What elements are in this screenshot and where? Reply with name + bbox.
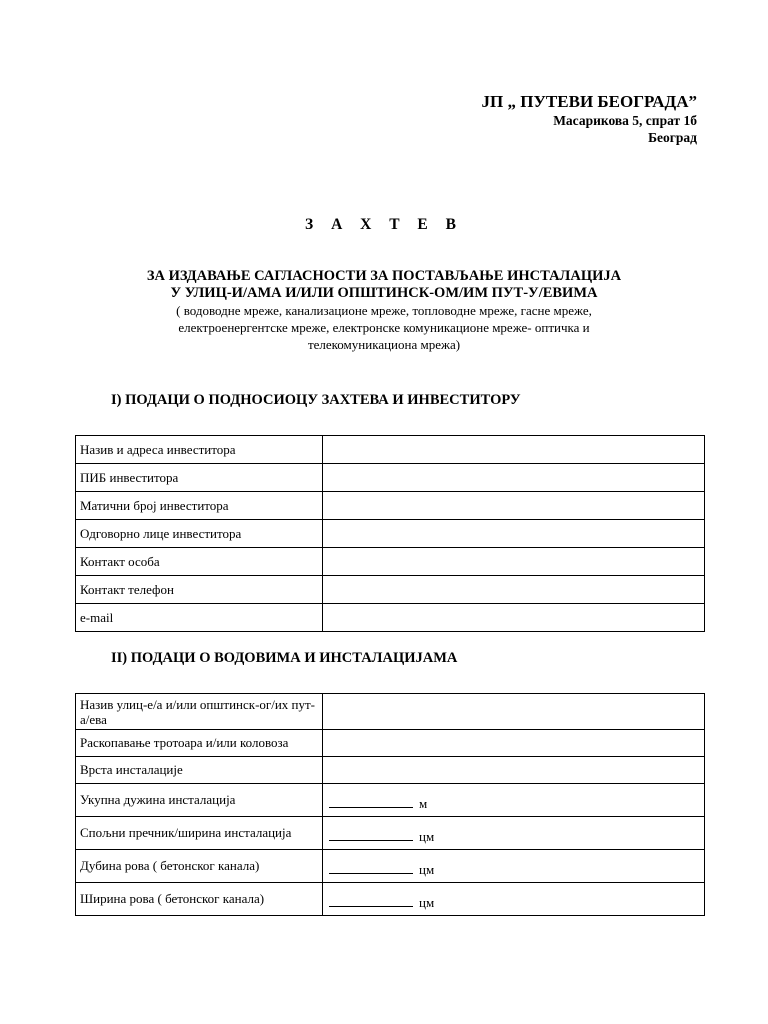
subtitle-line-1: ЗА ИЗДАВАЊЕ САГЛАСНОСТИ ЗА ПОСТАВЉАЊЕ ИНСТАЛАЦИЈА — [146, 268, 622, 284]
email-field[interactable] — [323, 604, 705, 632]
installation-type-field[interactable] — [323, 757, 705, 784]
section-1-heading: I) ПОДАЦИ О ПОДНОСИОЦУ ЗАХТЕВА И ИНВЕСТИТОРУ — [111, 392, 521, 408]
document-subtitle — [0, 268, 768, 353]
table-row — [76, 730, 705, 757]
table-row — [76, 604, 705, 632]
row-label: e-mail — [76, 604, 323, 632]
fill-in-line[interactable] — [329, 828, 413, 841]
unit-label: цм — [419, 828, 435, 844]
row-label: Укупна дужина инсталација — [76, 784, 323, 817]
investor-data-table — [75, 435, 705, 632]
row-label: Раскопавање тротоара и/или коловоза — [76, 730, 323, 757]
investor-pib-field[interactable] — [323, 464, 705, 492]
unit-label: м — [419, 795, 428, 811]
street-road-name-field[interactable] — [323, 694, 705, 730]
row-label: Контакт телефон — [76, 576, 323, 604]
unit-label: цм — [419, 861, 435, 877]
table-row — [76, 850, 705, 883]
row-label: Одговорно лице инвеститора — [76, 520, 323, 548]
row-label: Матични број инвеститора — [76, 492, 323, 520]
subtitle-note-2: електроенергентске мреже, електронске комуникационе мреже- оптичка и — [178, 320, 590, 335]
subtitle-line-2: У УЛИЦ-И/АМА И/ИЛИ ОПШТИНСК-ОМ/ИМ ПУТ-У/ЕВИМА — [170, 285, 598, 301]
unit-label: цм — [419, 894, 435, 910]
row-label: Врста инсталације — [76, 757, 323, 784]
excavation-field[interactable] — [323, 730, 705, 757]
investor-name-address-field[interactable] — [323, 436, 705, 464]
table-row — [76, 548, 705, 576]
trench-depth-field[interactable] — [323, 850, 705, 883]
fill-in-line[interactable] — [329, 894, 413, 907]
table-row — [76, 492, 705, 520]
row-label: Назив улиц-е/а и/или општинск-ог/их пут-а/ева — [76, 694, 323, 730]
table-row — [76, 883, 705, 916]
total-length-field[interactable] — [323, 784, 705, 817]
subtitle-note-3: телекомуникациона мрежа) — [307, 337, 461, 352]
outer-diameter-field[interactable] — [323, 817, 705, 850]
row-label: Ширина рова ( бетонског канала) — [76, 883, 323, 916]
organization-address: Масарикова 5, спрат 1б — [553, 113, 697, 128]
row-label: Спољни пречник/ширина инсталација — [76, 817, 323, 850]
trench-width-field[interactable] — [323, 883, 705, 916]
responsible-person-field[interactable] — [323, 520, 705, 548]
subtitle-note-1: ( водоводне мреже, канализационе мреже, топловодне мреже, гасне мреже, — [176, 303, 592, 318]
section-2-heading: II) ПОДАЦИ О ВОДОВИМА И ИНСТАЛАЦИЈАМА — [111, 650, 458, 666]
table-row — [76, 436, 705, 464]
table-row — [76, 576, 705, 604]
table-row — [76, 817, 705, 850]
row-label: Дубина рова ( бетонског канала) — [76, 850, 323, 883]
table-row — [76, 757, 705, 784]
fill-in-line[interactable] — [329, 861, 413, 874]
table-row — [76, 694, 705, 730]
recipient-header — [482, 92, 698, 146]
table-row — [76, 464, 705, 492]
fill-in-line[interactable] — [329, 795, 413, 808]
row-label: ПИБ инвеститора — [76, 464, 323, 492]
document-title: З А Х Т Е В — [305, 216, 463, 233]
organization-name: ЈП „ ПУТЕВИ БЕОГРАДА” — [481, 92, 697, 111]
organization-city: Београд — [648, 130, 697, 145]
row-label: Контакт особа — [76, 548, 323, 576]
row-label: Назив и адреса инвеститора — [76, 436, 323, 464]
installation-data-table — [75, 693, 705, 916]
contact-phone-field[interactable] — [323, 576, 705, 604]
contact-person-field[interactable] — [323, 548, 705, 576]
investor-registration-number-field[interactable] — [323, 492, 705, 520]
table-row — [76, 784, 705, 817]
table-row — [76, 520, 705, 548]
